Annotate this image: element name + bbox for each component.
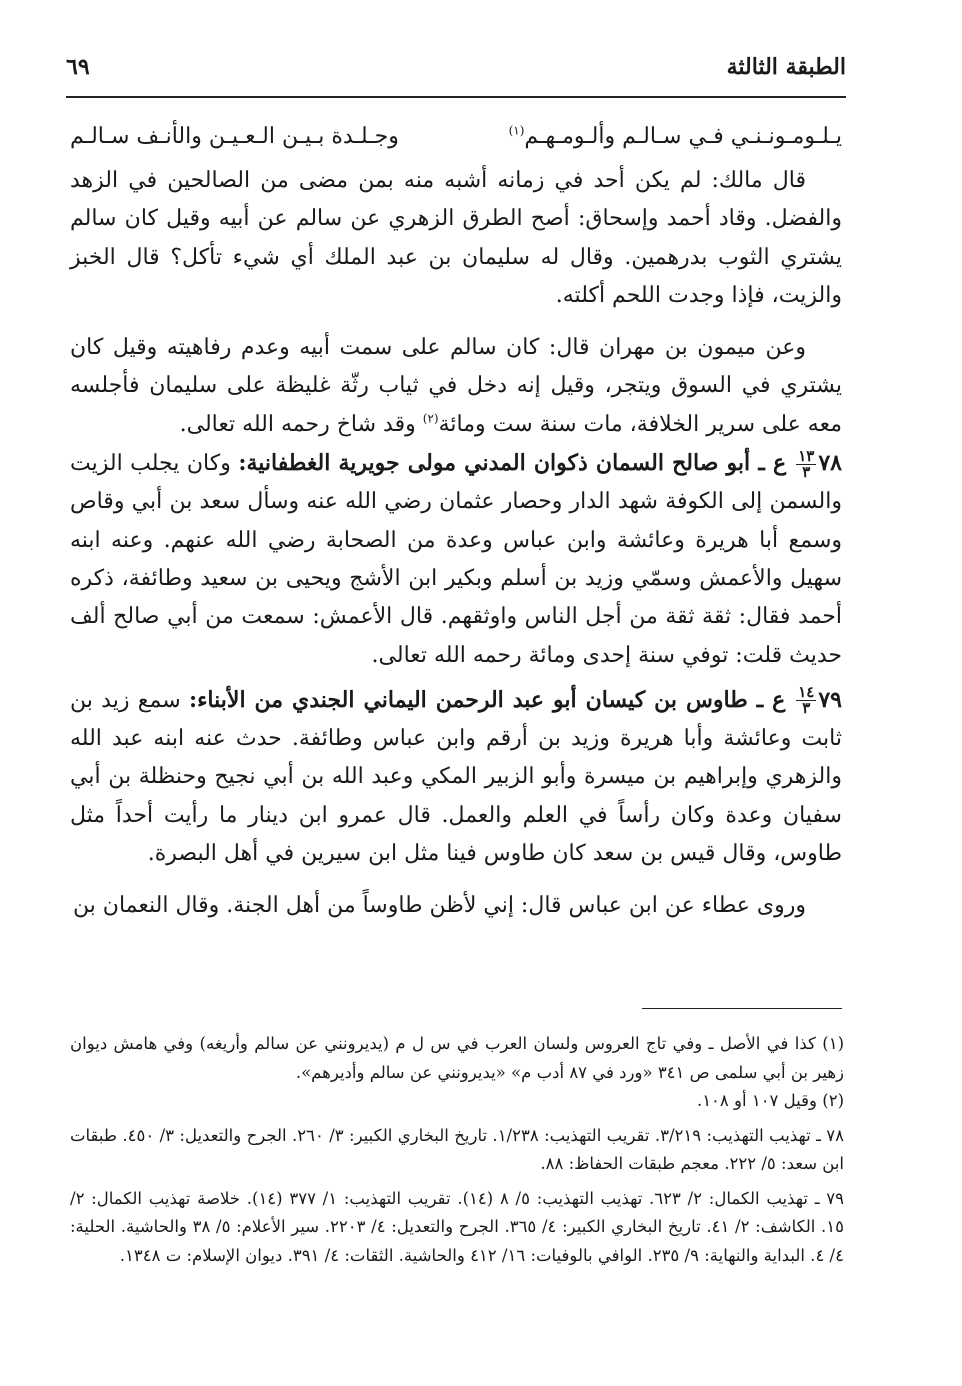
fraction-top: ١٤ — [798, 683, 815, 702]
entry-fraction — [796, 685, 816, 716]
entry-78 — [70, 444, 842, 675]
footnotes — [70, 1030, 844, 1270]
page-number: ٦٩ — [66, 54, 90, 80]
footnote-1: (١) كذا في الأصل ـ وفي تاج العروس ولسان العرب في س ل م (يديرونني عن سالم وأريغه) وفي هامش ديوان زهير بن أبي سلمى ص ٣٤١ «ورد في ٨٧ أدب م» «يديرونني عن سالم وأديرهم». — [70, 1034, 844, 1082]
entry-title: طاوس بن كيسان أبو عبد الرحمن اليماني الجندي من الأبناء: — [188, 686, 748, 713]
paragraph-maymun-text: وعن ميمون بن مهران قال: كان سالم على سمت أبيه وعدم رفاهيته وقيل كان يشتري في السوق ويتجر، وقيل إنه دخل في ثياب رثّة غليظة على سليمان فأجلسه معه على سرير الخلافة، مات سنة ست ومائة — [70, 335, 842, 437]
verse-second-hemistich: وجـلـدة بـيـن الـعـيـن والأنـف سـالـم — [70, 124, 399, 149]
entry-number: ٧٨ — [818, 450, 842, 477]
footnote-2: (٢) وقيل ١٠٧ أو ١٠٨. — [696, 1091, 844, 1110]
fraction-bottom: ٣ — [802, 699, 811, 718]
poetry-verse — [70, 118, 842, 156]
footnote-divider — [642, 1008, 842, 1009]
paragraph-malik: قال مالك: لم يكن أحد في زمانه أشبه منه بمن مضى من الصالحين في الزهد والفضل. وقاد أحمد وإسحاق: أصح الطرق الزهري عن سالم عن أبيه وقيل كان سالم يشتري الثوب بدرهمين. وقال له سليمان بن عبد الملك أي شيء تأكل؟ قال الخبز والزيت، فإذا وجدت اللحم أكلته. — [70, 168, 842, 308]
entry-number: ٧٩ — [818, 686, 842, 713]
main-text — [70, 118, 842, 926]
entry-prefix: ع ـ — [750, 450, 795, 477]
verse-right-text: يـلـومـونـنـي فـي سـالـم وألـومـهـم — [524, 124, 842, 149]
footnote-marker-1: (١) — [508, 123, 525, 138]
paragraph-maymun — [70, 329, 842, 444]
fraction-top: ١٣ — [798, 446, 815, 465]
footnote-entry-79: ٧٩ ـ تهذيب الكمال: ٢/ ٦٢٣. تهذيب التهذيب: ٥/ ٨ (١٤). تقريب التهذيب: ١/ ٣٧٧ (١٤). خلاصة تهذيب الكمال: ٢/ ١٥. الكاشف: ٢/ ٤١. تاريخ البخاري الكبير: ٤/ ٣٦٥. الجرح والتعديل: ٤/ ٢٢٠٣. سير الأعلام: ٥/ ٣٨ والحاشية. الحلية: ٤/ ٤. البداية والنهاية: ٩/ ٢٣٥. الوافي بالوفيات: ١٦/ ٤١٢ والحاشية. الثقات: ٤/ ٣٩١. ديوان الإسلام: ت ١٣٤٨. — [70, 1188, 845, 1265]
footnote-entry-78: ٧٨ ـ تهذيب التهذيب: ٣/٢١٩. تقريب التهذيب: ١/٢٣٨. تاريخ البخاري الكبير: ٣/ ٢٦٠. الجرح والتعديل: ٣/ ٤٥٠. طبقات ابن سعد: ٥/ ٢٢٢. معجم طبقات الحفاظ: ٨٨. — [70, 1125, 845, 1173]
entry-79 — [70, 681, 842, 873]
running-title: الطبقة الثالثة — [726, 54, 846, 80]
entry-title: أبو صالح السمان ذكوان المدني مولى جويرية الغطفانية: — [238, 450, 751, 477]
entry-fraction — [796, 446, 816, 481]
fraction-bottom: ٣ — [802, 462, 811, 481]
footnote-marker-2: (٢) — [422, 411, 439, 426]
paragraph-maymun-end: وقد شاخ رحمه الله تعالى. — [179, 411, 423, 437]
paragraph-ata: وروى عطاء عن ابن عباس قال: إني لأظن طاوساً من أهل الجنة. وقال النعمان بن — [72, 893, 806, 919]
verse-first-hemistich — [509, 118, 842, 156]
entry-text: وكان يجلب الزيت والسمن إلى الكوفة شهد الدار وحصار عثمان رضي الله عنه وسأل سعد بن أبي وقاص وسمع أبا هريرة وعائشة وابن عباس وعدة من الصحابة رضي الله عنهم. وعنه ابنه سهيل والأعمش وسمّي وزيد بن أسلم وبكير ابن الأشج ويحيى بن سعيد وطائفة، ذكره أحمد فقال: ثقة ثقة من أجل الناس واوثقهم. قال الأعمش: سمعت من أبي صالح ألف حديث قلت: توفي سنة إحدى ومائة رحمه الله تعالى. — [70, 451, 842, 668]
entry-prefix: ع ـ — [747, 686, 795, 713]
entry-text: سمع زيد بن ثابت وعائشة وأبا هريرة وزيد بن أرقم وابن عباس وطائفة. حدث عنه ابنه عبد الله والزهري وإبراهيم بن ميسرة وأبو الزبير المكي وعبد الله بن أبي نجيح وحنظلة بن أبي سفيان وعدة وكان رأساً في العلم والعمل. قال عمرو ابن دينار ما رأيت أحداً مثل طاوس، وقال قيس بن سعد كان طاوس فينا مثل ابن سيرين في أهل البصرة. — [70, 687, 842, 867]
page-header — [66, 52, 846, 98]
